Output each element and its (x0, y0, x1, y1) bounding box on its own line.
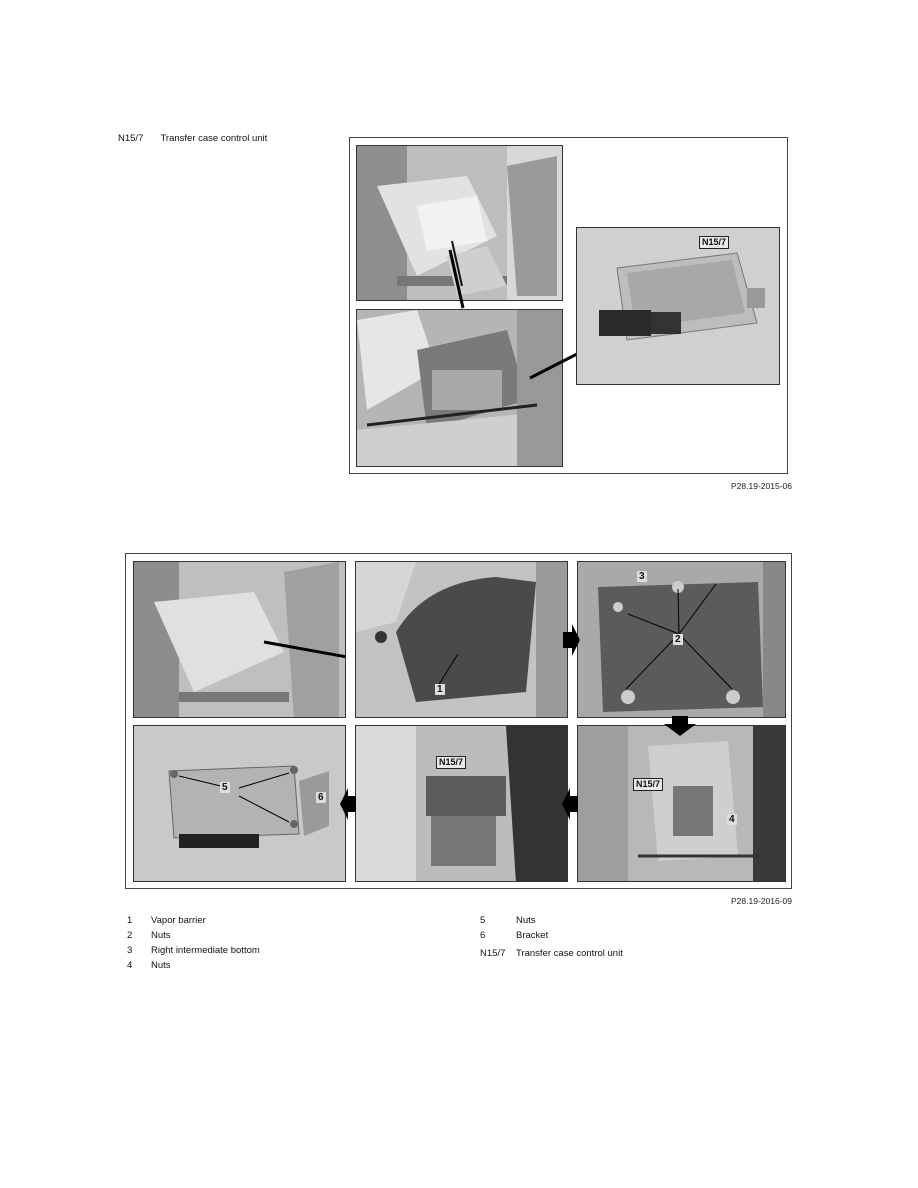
legend-key: 3 (127, 945, 133, 956)
legend-text: Nuts (151, 930, 171, 941)
legend-key: 2 (127, 930, 133, 941)
legend-text: Vapor barrier (151, 915, 206, 926)
figure-2-caption: P28.19-2016-09 (731, 896, 792, 906)
legend-key: 6 (480, 930, 486, 941)
legend-text: Nuts (151, 960, 171, 971)
figure-1-frame (349, 137, 788, 474)
header-note-code: N15/7 (118, 133, 144, 144)
header-note-text: Transfer case control unit (160, 133, 268, 144)
callout-2: 2 (675, 634, 681, 645)
figure-1-callout-n15-7: N15/7 (699, 236, 729, 249)
header-note (118, 133, 267, 144)
callout-3: 3 (639, 571, 645, 582)
callout-1: 1 (437, 684, 443, 695)
legend-key: 1 (127, 915, 133, 926)
legend-text: Nuts (516, 915, 536, 926)
callout-n15-7-installed: N15/7 (436, 756, 466, 769)
legend-text: Transfer case control unit (516, 948, 623, 959)
legend-text: Right intermediate bottom (151, 945, 260, 956)
callout-n15-7-nuts: N15/7 (633, 778, 663, 791)
legend-key: 4 (127, 960, 133, 971)
legend-key: N15/7 (480, 948, 506, 959)
callout-5: 5 (222, 782, 228, 793)
figure-1-caption: P28.19-2015-06 (731, 481, 792, 491)
legend-text: Bracket (516, 930, 549, 941)
callout-4: 4 (729, 814, 735, 825)
legend-key: 5 (480, 915, 486, 926)
callout-6: 6 (318, 792, 324, 803)
figure-1-photo-control-unit (576, 227, 780, 385)
figure-2-frame (125, 553, 792, 889)
